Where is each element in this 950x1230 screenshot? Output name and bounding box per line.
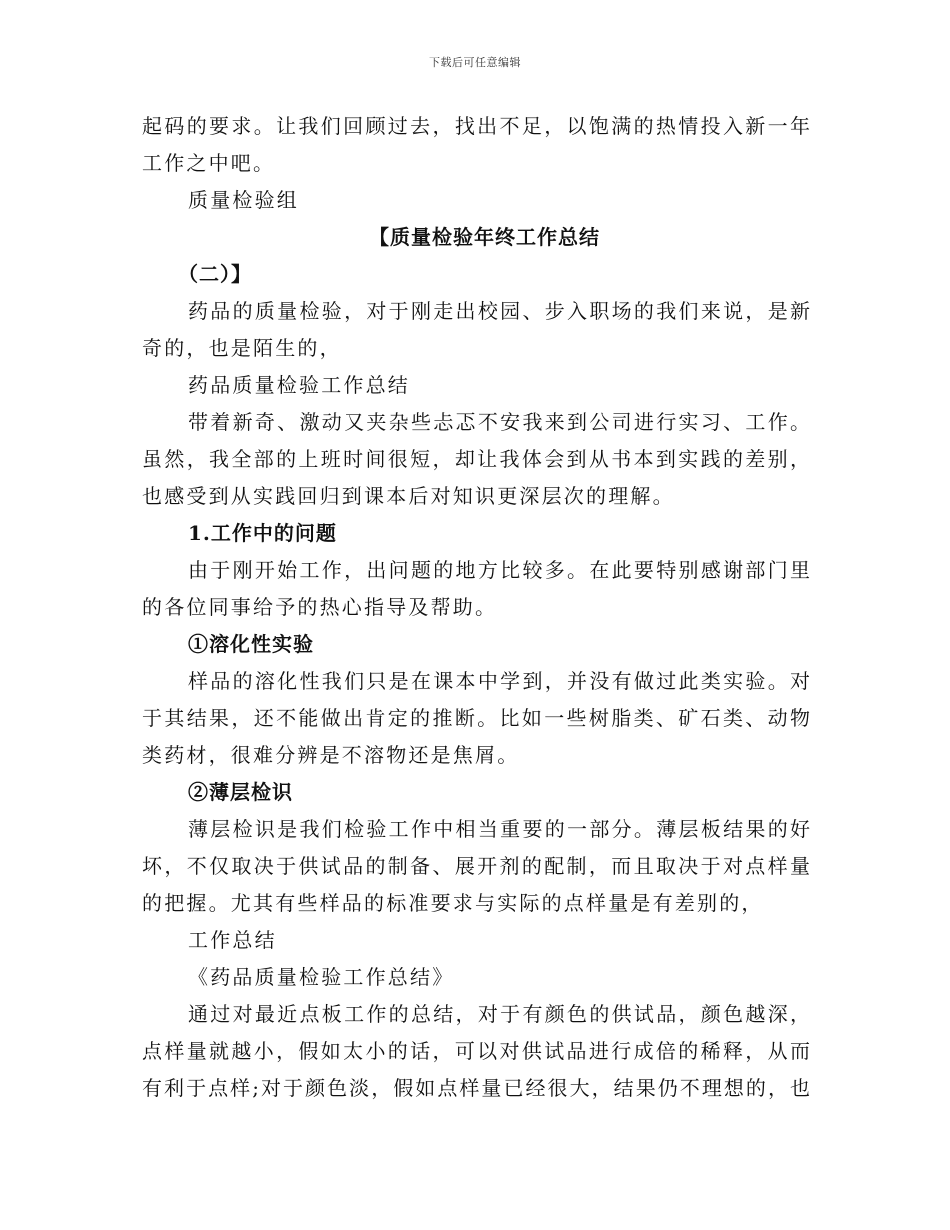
section-title: 【质量检验年终工作总结 bbox=[369, 225, 600, 249]
paragraph-line: 通过对最近点板工作的总结，对于有颜色的供试品，颜色越深， bbox=[188, 1002, 810, 1026]
paragraph-line: 奇的，也是陌生的， bbox=[142, 336, 342, 360]
paragraph-line: 样品的溶化性我们只是在课本中学到，并没有做过此类实验。对 bbox=[188, 669, 810, 693]
paragraph-line: 药品质量检验工作总结 bbox=[188, 373, 410, 397]
paragraph-line: 《药品质量检验工作总结》 bbox=[188, 965, 455, 989]
section-title-continued: （二）】 bbox=[178, 262, 252, 286]
paragraph-line: 类药材，很难分辨是不溶物还是焦屑。 bbox=[142, 743, 520, 767]
paragraph-line: 由于刚开始工作，出问题的地方比较多。在此要特别感谢部门里 bbox=[188, 558, 810, 582]
paragraph-line: 薄层检识是我们检验工作中相当重要的一部分。薄层板结果的好 bbox=[188, 817, 810, 841]
heading-tlc-identification: ②薄层检识 bbox=[188, 780, 293, 804]
heading-solubility-test: ①溶化性实验 bbox=[188, 632, 314, 656]
paragraph-line: 于其结果，还不能做出肯定的推断。比如一些树脂类、矿石类、动物 bbox=[142, 706, 810, 730]
paragraph-line: 起码的要求。让我们回顾过去，找出不足，以饱满的热情投入新一年 bbox=[142, 114, 810, 138]
paragraph-line: 坏，不仅取决于供试品的制备、展开剂的配制，而且取决于对点样量 bbox=[142, 854, 810, 878]
paragraph-line: 的把握。尤其有些样品的标准要求与实际的点样量是有差别的， bbox=[142, 891, 764, 915]
paragraph-line: 虽然，我全部的上班时间很短，却让我体会到从书本到实践的差别， bbox=[142, 447, 810, 471]
paragraph-line: 有利于点样;对于颜色淡，假如点样量已经很大，结果仍不理想的，也 bbox=[142, 1076, 810, 1100]
paragraph-line: 药品的质量检验，对于刚走出校园、步入职场的我们来说，是新 bbox=[188, 299, 810, 323]
paragraph-line: 带着新奇、激动又夹杂些忐忑不安我来到公司进行实习、工作。 bbox=[188, 410, 810, 434]
paragraph-line: 的各位同事给予的热心指导及帮助。 bbox=[142, 595, 498, 619]
paragraph-line: 工作总结 bbox=[188, 928, 277, 952]
header-note: 下载后可任意编辑 bbox=[429, 56, 521, 69]
document-body bbox=[142, 108, 810, 1107]
paragraph-line: 也感受到从实践回归到课本后对知识更深层次的理解。 bbox=[142, 484, 675, 508]
paragraph-line: 点样量就越小，假如太小的话，可以对供试品进行成倍的稀释，从而 bbox=[142, 1039, 810, 1063]
heading-work-issues: 1.工作中的问题 bbox=[188, 521, 337, 545]
signature-line: 质量检验组 bbox=[188, 188, 299, 212]
paragraph-line: 工作之中吧。 bbox=[142, 151, 276, 175]
